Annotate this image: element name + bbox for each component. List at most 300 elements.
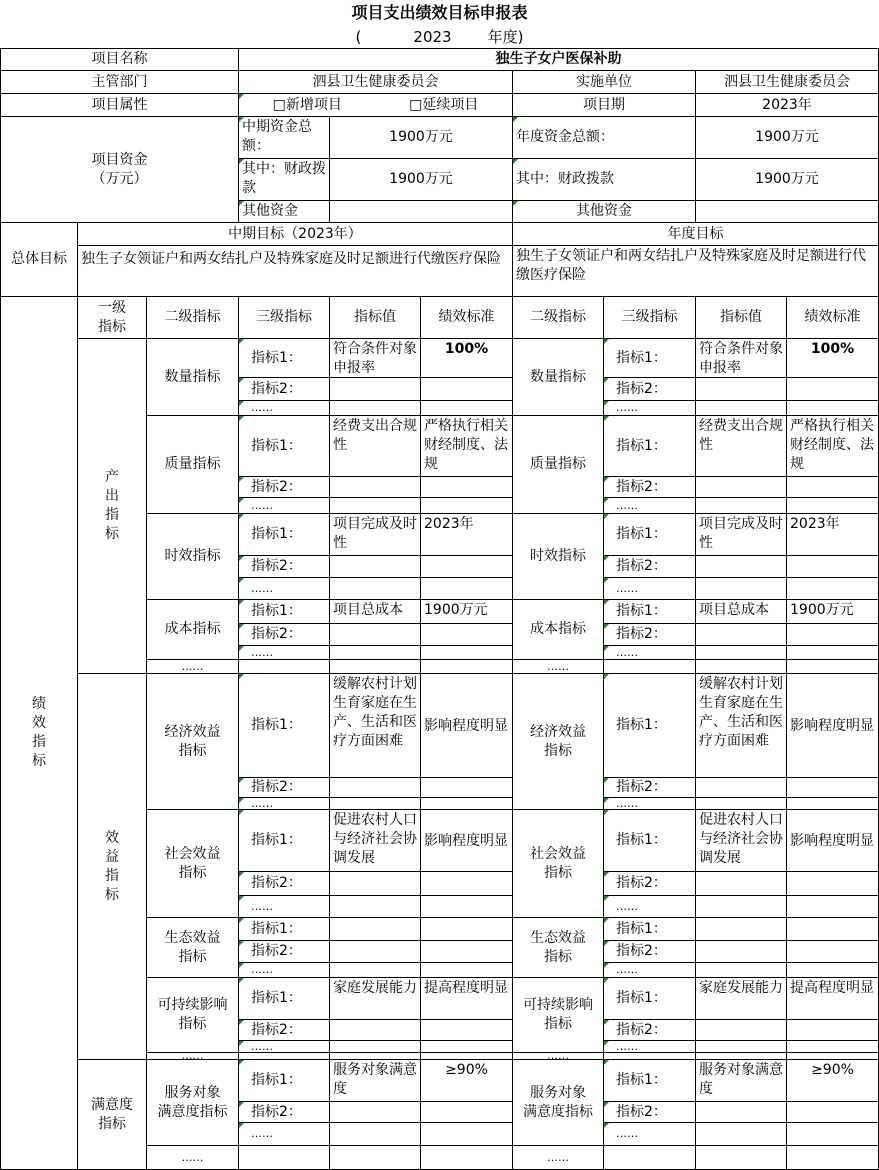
- std-econ-right-text: 影响程度明显: [790, 717, 874, 734]
- value2-quality-left: [329, 476, 421, 498]
- cell-marker-icon: [239, 117, 244, 122]
- dots-blank-b-output-left: [329, 659, 421, 674]
- cell-marker-icon: [239, 578, 244, 583]
- std-qty-right: [786, 338, 879, 378]
- dots-qty-right-text: ……: [616, 401, 638, 414]
- l1-benefit: [77, 673, 147, 1060]
- attr-value: [238, 93, 513, 117]
- ind2-qty-left: [238, 377, 330, 401]
- perf-label: [0, 296, 78, 1170]
- dots-sustain-left-text: ……: [251, 1040, 273, 1053]
- cell-marker-icon: [604, 1060, 609, 1065]
- cell-marker-icon: [239, 1123, 244, 1128]
- ind1-cost-left: [238, 599, 330, 624]
- std-time-right-text: 2023年: [790, 516, 840, 532]
- col-l2-header-left-text: 二级指标: [164, 309, 221, 325]
- cell-marker-icon: [239, 498, 244, 503]
- dots-l2-benefit-right-text: ……: [547, 1052, 569, 1060]
- l2-eco-right-text: 生态效益 指标: [530, 929, 586, 965]
- cell-marker-icon: [239, 378, 244, 383]
- cell-marker-icon: [604, 1020, 609, 1025]
- impl-value: [695, 70, 879, 94]
- col-l2-header-right-text: 二级指标: [530, 309, 586, 325]
- std2-service-left: [420, 1101, 513, 1123]
- std2-eco-left: [420, 940, 513, 963]
- ind2-social-left: [238, 871, 330, 896]
- l2-eco-left: [146, 917, 239, 978]
- ind1-social-right-text: 指标1：: [616, 832, 667, 848]
- std-cost-left: [420, 599, 513, 624]
- dots-blank-c-benefit-right: [786, 1052, 879, 1060]
- dots-qty-left-text: ……: [251, 401, 273, 414]
- ind2-cost-left-text: 指标2：: [251, 626, 302, 642]
- dots-l2-benefit-right: [512, 1052, 604, 1060]
- value3-service-right: [695, 1122, 787, 1146]
- cell-marker-icon: [604, 778, 609, 783]
- std2-eco-right: [786, 940, 879, 963]
- std-quality-right-text: 严格执行相关财经制度、法规: [790, 418, 874, 472]
- ind2-time-left-text: 指标2：: [251, 558, 302, 574]
- l2-social-right: [512, 809, 604, 918]
- dots-blank-a-benefit-right: [603, 1052, 696, 1060]
- l1-output-text: 产 出 指 标: [105, 469, 119, 542]
- value-qty-right-text: 符合条件对象申报率: [699, 341, 783, 376]
- ind2-qty-right: [603, 377, 696, 401]
- dots-blank-b-satisfaction-left: [329, 1145, 421, 1170]
- value3-cost-right: [695, 645, 787, 660]
- cell-marker-icon: [239, 918, 244, 923]
- l1-benefit-text: 效 益 指 标: [105, 829, 119, 903]
- mid-fiscal-value: [329, 158, 513, 201]
- year-fiscal-value-text: 1900万元: [755, 171, 819, 187]
- cell-marker-icon: [604, 498, 609, 503]
- ind1-eco-right: [603, 917, 696, 941]
- l2-econ-left: [146, 673, 239, 810]
- l1-satisfaction-text: 满意度 指标: [91, 1096, 133, 1132]
- dots-econ-left-text: ……: [251, 797, 273, 810]
- cell-marker-icon: [604, 556, 609, 561]
- ind2-eco-left-text: 指标2：: [251, 943, 302, 959]
- l1-satisfaction: [77, 1059, 147, 1170]
- ind2-time-right-text: 指标2：: [616, 558, 667, 574]
- std2-sustain-left: [420, 1019, 513, 1041]
- cell-marker-icon: [604, 941, 609, 946]
- dots-qty-left: [238, 400, 330, 416]
- dept-label-text: 主管部门: [91, 73, 148, 90]
- dots-l2-output-left-text: ……: [181, 659, 204, 673]
- value3-social-left: [329, 895, 421, 918]
- value-service-right-text: 服务对象满意度: [699, 1062, 783, 1097]
- mid-goal-header: [77, 222, 513, 246]
- std2-social-right: [786, 871, 879, 896]
- ind1-time-right: [603, 513, 696, 556]
- cell-marker-icon: [239, 94, 244, 99]
- dots-cost-right: [603, 645, 696, 660]
- value2-social-right: [695, 871, 787, 896]
- l2-quality-left: [146, 415, 239, 514]
- ind2-quality-left-text: 指标2：: [251, 478, 302, 495]
- year-fiscal-label-text: 其中：财政拨款: [516, 171, 614, 187]
- ind2-sustain-right: [603, 1019, 696, 1041]
- std3-quality-left: [420, 497, 513, 514]
- dots-social-left: [238, 895, 330, 918]
- std-service-left-text: ≥90%: [445, 1062, 488, 1078]
- cell-marker-icon: [604, 798, 609, 803]
- cell-marker-icon: [604, 896, 609, 901]
- dots-blank-c-output-right: [786, 659, 879, 674]
- value-sustain-left: [329, 977, 421, 1020]
- dots-eco-left-text: ……: [251, 963, 273, 976]
- col-l3-header-left: [238, 296, 330, 339]
- value3-cost-left: [329, 645, 421, 660]
- dots-eco-left: [238, 962, 330, 978]
- cell-marker-icon: [604, 674, 609, 679]
- cell-marker-icon: [604, 646, 609, 651]
- ind2-cost-right-text: 指标2：: [616, 626, 667, 642]
- ind2-sustain-left: [238, 1019, 330, 1041]
- dots-blank-b-benefit-left: [329, 1052, 421, 1060]
- dots-blank-a-output-right: [603, 659, 696, 674]
- dots-blank-a-satisfaction-left: [238, 1145, 330, 1170]
- value-econ-left-text: 缓解农村计划生育家庭在生产、生活和医疗方面困难: [333, 676, 417, 749]
- cell-marker-icon: [239, 963, 244, 968]
- ind1-qty-left: [238, 338, 330, 378]
- ind1-time-left-text: 指标1：: [251, 526, 302, 542]
- l2-cost-right: [512, 599, 604, 660]
- l2-social-right-text: 社会效益 指标: [530, 845, 586, 881]
- dots-service-right-text: ……: [616, 1127, 638, 1140]
- l2-time-right: [512, 513, 604, 600]
- l2-econ-left-text: 经济效益 指标: [164, 723, 221, 759]
- dots-time-left-text: ……: [251, 581, 273, 595]
- dots-social-left-text: ……: [251, 899, 273, 913]
- dept-value-text: 泗县卫生健康委员会: [312, 73, 439, 90]
- period-label: [512, 93, 696, 117]
- attr-label: [0, 93, 239, 117]
- ind1-qty-right-text: 指标1：: [616, 349, 667, 366]
- col-l3-header-right-text: 三级指标: [621, 309, 678, 325]
- cell-marker-icon: [239, 556, 244, 561]
- col-std-header-left: [420, 296, 513, 339]
- dots-l2-satisfaction-left: [146, 1145, 239, 1170]
- value-qty-left: [329, 338, 421, 378]
- ind1-econ-left: [238, 673, 330, 778]
- col-l2-header-left: [146, 296, 239, 339]
- ind2-time-left: [238, 555, 330, 578]
- ind1-quality-left-text: 指标1：: [251, 437, 302, 454]
- dots-l2-benefit-left-text: ……: [181, 1052, 204, 1060]
- value-cost-left-text: 项目总成本: [333, 602, 403, 618]
- dots-blank-b-output-right: [695, 659, 787, 674]
- year-other-label-text: 其他资金: [576, 203, 632, 219]
- mid-other-label: [238, 200, 330, 223]
- dots-time-right: [603, 577, 696, 600]
- cell-marker-icon: [239, 646, 244, 651]
- cell-marker-icon: [604, 416, 609, 421]
- dots-quality-left: [238, 497, 330, 514]
- mid-total-label: [238, 116, 330, 159]
- std2-sustain-right: [786, 1019, 879, 1041]
- ind1-eco-left-text: 指标1：: [251, 920, 302, 937]
- l2-service-right: [512, 1059, 604, 1146]
- ind2-quality-left: [238, 476, 330, 498]
- ind2-sustain-right-text: 指标2：: [616, 1021, 667, 1038]
- value-quality-left: [329, 415, 421, 477]
- value-social-left-text: 促进农村人口与经济社会协调发展: [333, 812, 417, 866]
- ind2-econ-right: [603, 777, 696, 798]
- value-cost-right-text: 项目总成本: [699, 602, 769, 618]
- std-sustain-right: [786, 977, 879, 1020]
- perf-label-text: 绩 效 指 标: [32, 696, 46, 769]
- l2-social-left-text: 社会效益 指标: [164, 845, 221, 881]
- std-qty-left-text: 100%: [444, 341, 489, 357]
- dots-blank-a-output-left: [238, 659, 330, 674]
- dots-eco-right-text: ……: [616, 963, 638, 976]
- std-social-left-text: 影响程度明显: [424, 832, 508, 849]
- std-eco-right: [786, 917, 879, 941]
- impl-value-text: 泗县卫生健康委员会: [724, 73, 850, 90]
- ind2-econ-left-text: 指标2：: [251, 779, 302, 795]
- year-close: 年度): [487, 28, 524, 46]
- col-std-header-left-text: 绩效标准: [438, 309, 495, 325]
- std3-quality-right: [786, 497, 879, 514]
- cell-marker-icon: [239, 514, 244, 519]
- std2-qty-right: [786, 377, 879, 401]
- dots-l2-output-right-text: ……: [547, 659, 569, 673]
- std-sustain-left: [420, 977, 513, 1020]
- ind2-quality-right: [603, 476, 696, 498]
- std-time-left: [420, 513, 513, 556]
- cell-marker-icon: [604, 918, 609, 923]
- cell-marker-icon: [513, 201, 518, 206]
- l2-social-left: [146, 809, 239, 918]
- ind1-cost-right-text: 指标1：: [616, 603, 667, 619]
- dept-value: [238, 70, 513, 94]
- col-value-header-left-text: 指标值: [354, 309, 396, 325]
- std3-time-left: [420, 577, 513, 600]
- value-eco-left: [329, 917, 421, 941]
- ind2-service-right-text: 指标2：: [616, 1103, 667, 1120]
- std2-quality-left: [420, 476, 513, 498]
- mid-total-label-text: 中期资金总额：: [242, 119, 312, 154]
- ind2-sustain-left-text: 指标2：: [251, 1021, 302, 1038]
- dots-quality-right: [603, 497, 696, 514]
- col-l2-header-right: [512, 296, 604, 339]
- attr-label-text: 项目属性: [91, 96, 148, 113]
- l2-sustain-left-text: 可持续影响 指标: [157, 997, 228, 1032]
- l2-qty-left: [146, 338, 239, 416]
- l2-qty-left-text: 数量指标: [164, 368, 221, 385]
- mid-total-value: [329, 116, 513, 159]
- cell-marker-icon: [239, 810, 244, 815]
- ind2-social-left-text: 指标2：: [251, 875, 302, 891]
- form-year: 2023: [413, 28, 452, 46]
- std-social-right: [786, 809, 879, 872]
- std-econ-right: [786, 673, 879, 778]
- ind1-social-left: [238, 809, 330, 872]
- cell-marker-icon: [604, 378, 609, 383]
- project-name-value-text: 独生子女户医保补助: [495, 51, 622, 67]
- dots-blank-a-satisfaction-right: [603, 1145, 696, 1170]
- dots-time-left: [238, 577, 330, 600]
- ind2-quality-right-text: 指标2：: [616, 478, 667, 495]
- funds-label-text: 项目资金 （万元）: [91, 151, 148, 187]
- value3-service-left: [329, 1122, 421, 1146]
- value-social-right-text: 促进农村人口与经济社会协调发展: [699, 812, 783, 866]
- ind2-econ-left: [238, 777, 330, 798]
- std-quality-left-text: 严格执行相关财经制度、法规: [424, 418, 508, 472]
- dots-service-left: [238, 1122, 330, 1146]
- ind2-social-right-text: 指标2：: [616, 875, 667, 891]
- l2-cost-left: [146, 599, 239, 660]
- cell-marker-icon: [604, 872, 609, 877]
- dots-social-right-text: ……: [616, 899, 638, 913]
- std-cost-left-text: 1900万元: [424, 602, 488, 618]
- cell-marker-icon: [239, 1060, 244, 1065]
- std3-cost-left: [420, 645, 513, 660]
- mid-goal-text-text: 独生子女领证户和两女结扎户及特殊家庭及时足额进行代缴医疗保险: [81, 251, 501, 267]
- cell-marker-icon: [239, 941, 244, 946]
- value3-eco-right: [695, 962, 787, 978]
- cell-marker-icon: [239, 339, 244, 344]
- ind1-service-right: [603, 1059, 696, 1102]
- ind1-sustain-right: [603, 977, 696, 1020]
- value2-qty-left: [329, 377, 421, 401]
- std3-service-left: [420, 1122, 513, 1146]
- mid-fiscal-label-text: 其中：财政拨款: [242, 161, 326, 196]
- cell-marker-icon: [239, 624, 244, 629]
- ind1-qty-left-text: 指标1：: [251, 349, 302, 366]
- value3-qty-left: [329, 400, 421, 416]
- value2-service-left: [329, 1101, 421, 1123]
- dots-social-right: [603, 895, 696, 918]
- dots-l2-output-left: [146, 659, 239, 674]
- ind1-quality-right: [603, 415, 696, 477]
- l2-eco-left-text: 生态效益 指标: [164, 929, 221, 965]
- value-time-right: [695, 513, 787, 556]
- year-goal-text-text: 独生子女领证户和两女结扎户及特殊家庭及时足额进行代缴医疗保险: [516, 248, 866, 283]
- impl-label: [512, 70, 696, 94]
- year-open: (: [355, 28, 362, 46]
- l2-econ-right: [512, 673, 604, 810]
- std-cost-right: [786, 599, 879, 624]
- l2-quality-left-text: 质量指标: [164, 456, 221, 472]
- cell-marker-icon: [604, 401, 609, 406]
- value2-sustain-right: [695, 1019, 787, 1041]
- dept-label: [0, 70, 239, 94]
- cell-marker-icon: [604, 963, 609, 968]
- value2-eco-left: [329, 940, 421, 963]
- std-service-right-text: ≥90%: [811, 1062, 854, 1078]
- value2-quality-right: [695, 476, 787, 498]
- value-quality-right-text: 经费支出合规性: [699, 418, 783, 453]
- ind1-sustain-right-text: 指标1：: [616, 990, 667, 1006]
- value-time-right-text: 项目完成及时性: [699, 516, 783, 551]
- cell-marker-icon: [239, 778, 244, 783]
- l2-econ-right-text: 经济效益 指标: [530, 723, 586, 759]
- ind1-quality-left: [238, 415, 330, 477]
- std-time-left-text: 2023年: [424, 516, 474, 532]
- cell-marker-icon: [239, 872, 244, 877]
- std3-eco-right: [786, 962, 879, 978]
- cell-marker-icon: [604, 339, 609, 344]
- value-eco-right: [695, 917, 787, 941]
- value-econ-right: [695, 673, 787, 778]
- ind1-social-right: [603, 809, 696, 872]
- attr-new-checkbox: □新增项目: [272, 96, 342, 113]
- dots-sustain-right-text: ……: [616, 1040, 638, 1053]
- cell-marker-icon: [239, 896, 244, 901]
- std-qty-left: [420, 338, 513, 378]
- l2-cost-left-text: 成本指标: [164, 621, 221, 637]
- ind1-sustain-left: [238, 977, 330, 1020]
- cell-marker-icon: [604, 477, 609, 482]
- l2-sustain-right: [512, 977, 604, 1053]
- dots-l2-satisfaction-right-text: ……: [547, 1150, 569, 1164]
- ind2-service-right: [603, 1101, 696, 1123]
- l2-cost-right-text: 成本指标: [530, 621, 586, 637]
- value-sustain-left-text: 家庭发展能力: [333, 980, 417, 996]
- form-title: 项目支出绩效目标申报表: [351, 3, 528, 22]
- value2-econ-left: [329, 777, 421, 798]
- l2-service-left: [146, 1059, 239, 1146]
- value2-social-left: [329, 871, 421, 896]
- cell-marker-icon: [239, 201, 244, 206]
- std-econ-left-text: 影响程度明显: [424, 717, 508, 734]
- value-econ-right-text: 缓解农村计划生育家庭在生产、生活和医疗方面困难: [699, 676, 783, 749]
- std3-qty-right: [786, 400, 879, 416]
- year-other-value: [695, 200, 879, 223]
- ind2-social-right: [603, 871, 696, 896]
- period-label-text: 项目期: [583, 96, 625, 113]
- ind1-cost-right: [603, 599, 696, 624]
- std-qty-right-text: 100%: [810, 341, 855, 357]
- dots-blank-c-satisfaction-right: [786, 1145, 879, 1170]
- ind1-econ-left-text: 指标1：: [251, 717, 302, 733]
- year-total-value-text: 1900万元: [755, 129, 819, 145]
- ind1-service-left-text: 指标1：: [251, 1072, 302, 1088]
- goals-label-text: 总体目标: [11, 251, 67, 267]
- std-social-left: [420, 809, 513, 872]
- impl-label-text: 实施单位: [576, 73, 632, 90]
- dots-econ-right-text: ……: [616, 797, 638, 810]
- ind2-eco-right: [603, 940, 696, 963]
- project-name-label: [0, 48, 239, 71]
- std3-time-right: [786, 577, 879, 600]
- value-quality-right: [695, 415, 787, 477]
- value-social-left: [329, 809, 421, 872]
- std2-service-right: [786, 1101, 879, 1123]
- cell-marker-icon: [604, 810, 609, 815]
- year-total-value: [695, 116, 879, 159]
- col-value-header-right-text: 指标值: [720, 309, 762, 325]
- cell-marker-icon: [239, 159, 244, 164]
- value2-service-right: [695, 1101, 787, 1123]
- std2-cost-left: [420, 623, 513, 646]
- cell-marker-icon: [604, 514, 609, 519]
- value-service-left: [329, 1059, 421, 1102]
- std2-econ-right: [786, 777, 879, 798]
- cell-marker-icon: [239, 1102, 244, 1107]
- ind1-quality-right-text: 指标1：: [616, 437, 667, 454]
- mid-fiscal-value-text: 1900万元: [389, 171, 453, 187]
- ind1-qty-right: [603, 338, 696, 378]
- cell-marker-icon: [239, 477, 244, 482]
- year-total-label: [512, 116, 696, 159]
- mid-goal-text: [77, 245, 513, 297]
- year-fiscal-value: [695, 158, 879, 201]
- cell-marker-icon: [604, 600, 609, 605]
